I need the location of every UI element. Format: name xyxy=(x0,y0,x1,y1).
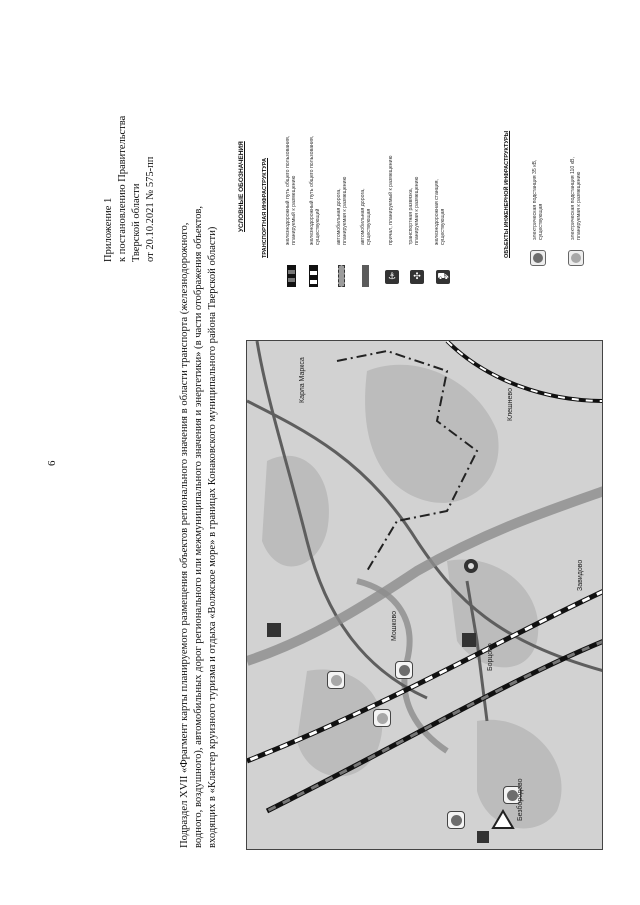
legend-heading: УСЛОВНЫЕ ОБОЗНАЧЕНИЯ xyxy=(238,141,245,232)
map-label: Клешнево xyxy=(507,388,514,421)
railway-north-dash xyxy=(447,341,603,401)
map-label: Мошково xyxy=(391,611,398,641)
pier-icon xyxy=(267,623,281,637)
map-label: Безбородово xyxy=(517,778,524,821)
legend-railway-station: железнодорожная станция, существующая xyxy=(434,179,447,245)
legend-road-planned: автомобильная дорога, планируемая к размещению xyxy=(336,176,349,245)
interchange-icon xyxy=(462,633,476,647)
substation-110kv-symbol xyxy=(568,250,584,266)
title-line-2: водного, воздушного), автомобильных дорог регионального или межмуниципального значения и энергетики» (в части отображения объектов, xyxy=(193,205,205,848)
interchange-icon: ✣ xyxy=(410,270,424,284)
map-label: Карла Маркса xyxy=(299,357,306,403)
legend-substation-35kv: электрическая подстанция 35 кВ, существующая xyxy=(532,159,545,240)
map-canvas xyxy=(247,341,603,850)
appendix-line-1: Приложение 1 xyxy=(103,197,114,262)
railway-station-icon: ⛟ xyxy=(437,272,449,282)
legend-pier-planned: причал, планируемый к размещению xyxy=(388,155,394,245)
substation-35kv-symbol xyxy=(530,250,546,266)
page-number: 6 xyxy=(46,460,58,466)
forest-area xyxy=(262,456,329,567)
pier-icon: ⚓ xyxy=(385,270,399,284)
legend-interchange-planned: транспортная развязка, планируемая к размещению xyxy=(408,176,421,245)
legend-road-existing: автомобильная дорога, существующая xyxy=(360,188,373,245)
road-existing-symbol xyxy=(362,265,369,287)
legend-transport-title: ТРАНСПОРТНАЯ ИНФРАСТРУКТУРА xyxy=(262,157,268,258)
substation-110kv-marker xyxy=(327,671,345,689)
forest-area xyxy=(365,365,498,503)
appendix-line-2: к постановлению Правительства xyxy=(117,115,128,262)
railway-north xyxy=(447,341,603,401)
legend-rail-planned: железнодорожный путь общего пользования, планируемый к размещению xyxy=(285,135,298,245)
substation-110kv-marker xyxy=(373,709,391,727)
appendix-line-4: от 20.10.2021 № 575-пп xyxy=(145,156,156,262)
map-fragment xyxy=(246,340,603,850)
legend-engineering-title: ОБЪЕКТЫ ИНЖЕНЕРНОЙ ИНФРАСТРУКТУРЫ xyxy=(504,130,510,258)
legend-rail-existing: железнодорожный путь общего пользования, существующий xyxy=(309,135,322,245)
map-label: Завидово xyxy=(577,559,584,591)
pier-icon xyxy=(477,831,489,843)
appendix-line-3: Тверской области xyxy=(131,183,142,262)
rail-planned-symbol xyxy=(287,265,296,287)
road-planned-symbol xyxy=(338,265,345,287)
substation-35kv-marker xyxy=(447,811,465,829)
substation-35kv-marker xyxy=(395,661,413,679)
map-label: Борцово xyxy=(487,643,494,671)
title-line-3: входящих в «Кластер круизного туризма и отдыха «Волжское море» в границах Конаковского муниципального района Тверской области) xyxy=(207,226,219,848)
rail-existing-symbol xyxy=(309,265,318,287)
title-line-1: Подраздел XVII «Фрагмент карты планируемого размещения объектов регионального значения в области транспорта (железнодорожного, xyxy=(179,222,190,848)
document-title xyxy=(178,40,221,848)
legend-substation-110kv: электрическая подстанция 110 кВ, планируемая к размещению xyxy=(570,157,583,240)
